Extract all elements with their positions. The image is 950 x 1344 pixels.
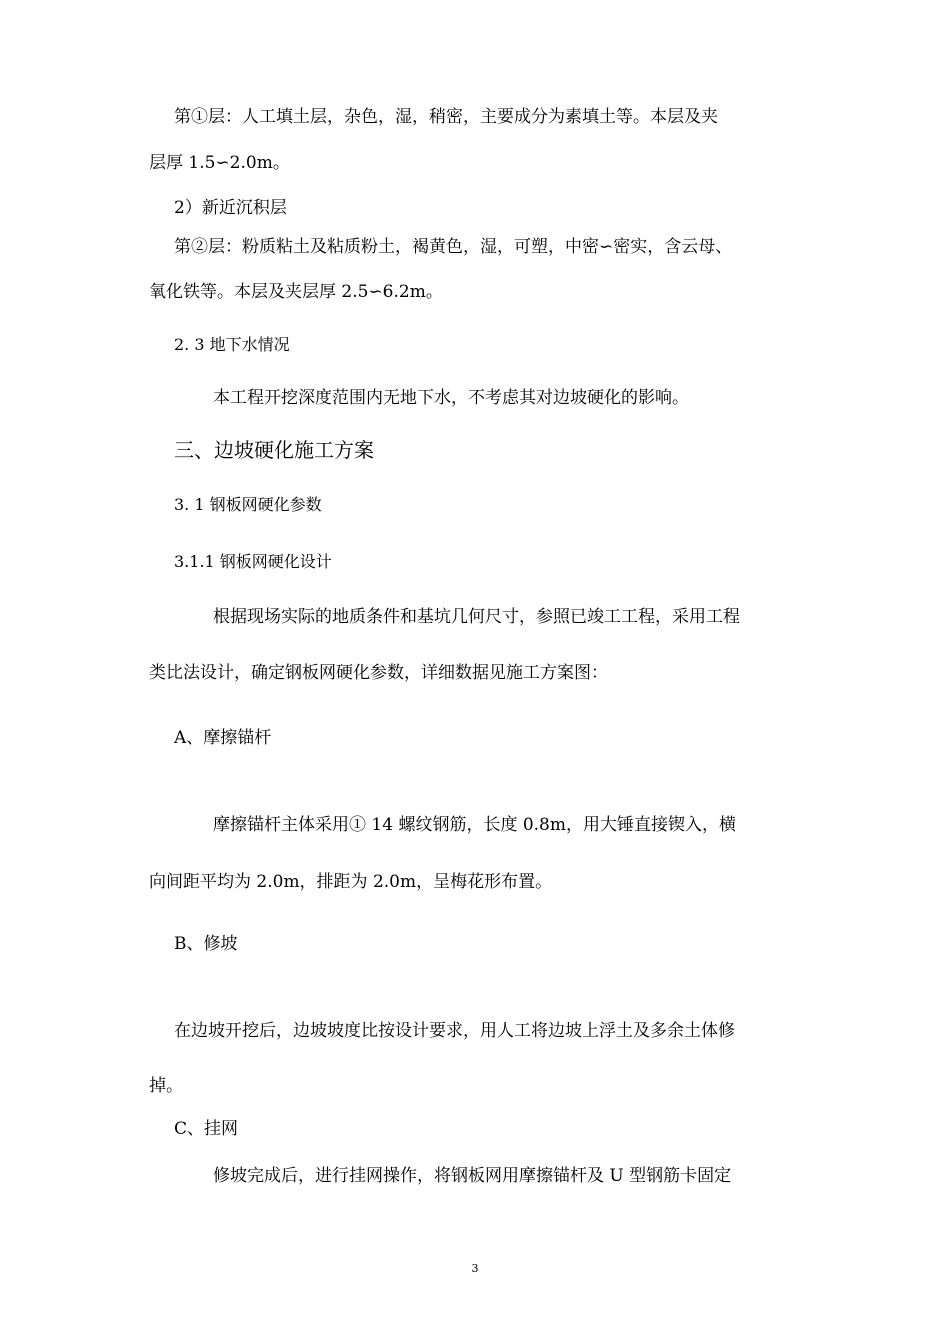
paragraph-line: 掉。 bbox=[149, 1076, 183, 1096]
paragraph-line: 本工程开挖深度范围内无地下水，不考虑其对边坡硬化的影响。 bbox=[213, 388, 689, 408]
page-number: 3 bbox=[471, 1262, 479, 1275]
section-subheading: 2. 3 地下水情况 bbox=[174, 335, 290, 354]
item-heading: B、修坡 bbox=[174, 934, 238, 954]
paragraph-line: 层厚 1.5∽2.0m。 bbox=[149, 153, 290, 173]
section-subheading: 3.1.1 钢板网硬化设计 bbox=[174, 552, 332, 571]
paragraph-line: 在边坡开挖后，边坡坡度比按设计要求，用人工将边坡上浮土及多余土体修 bbox=[174, 1021, 735, 1041]
paragraph-line: 根据现场实际的地质条件和基坑几何尺寸，参照已竣工工程，采用工程 bbox=[213, 607, 740, 627]
paragraph-line: 类比法设计，确定钢板网硬化参数，详细数据见施工方案图： bbox=[149, 663, 608, 683]
paragraph-line: 向间距平均为 2.0m，排距为 2.0m，呈梅花形布置。 bbox=[149, 872, 553, 892]
paragraph-line: 第①层：人工填土层，杂色，湿，稍密，主要成分为素填土等。本层及夹 bbox=[174, 107, 718, 127]
paragraph-line: 第②层：粉质粘土及粘质粉土，褐黄色，湿，可塑，中密∽密实，含云母、 bbox=[174, 237, 733, 257]
paragraph-line: 摩擦锚杆主体采用① 14 螺纹钢筋，长度 0.8m，用大锤直接锲入，横 bbox=[213, 815, 736, 835]
paragraph-line: 氧化铁等。本层及夹层厚 2.5∽6.2m。 bbox=[149, 282, 443, 302]
paragraph-line: 修坡完成后，进行挂网操作，将钢板网用摩擦锚杆及 U 型钢筋卡固定 bbox=[213, 1166, 732, 1186]
item-heading: C、挂网 bbox=[174, 1119, 239, 1139]
section-subheading: 3. 1 钢板网硬化参数 bbox=[174, 495, 322, 514]
item-heading: A、摩擦锚杆 bbox=[174, 728, 272, 748]
section-subheading: 2）新近沉积层 bbox=[174, 198, 287, 218]
section-heading: 三、边坡硬化施工方案 bbox=[174, 438, 374, 462]
